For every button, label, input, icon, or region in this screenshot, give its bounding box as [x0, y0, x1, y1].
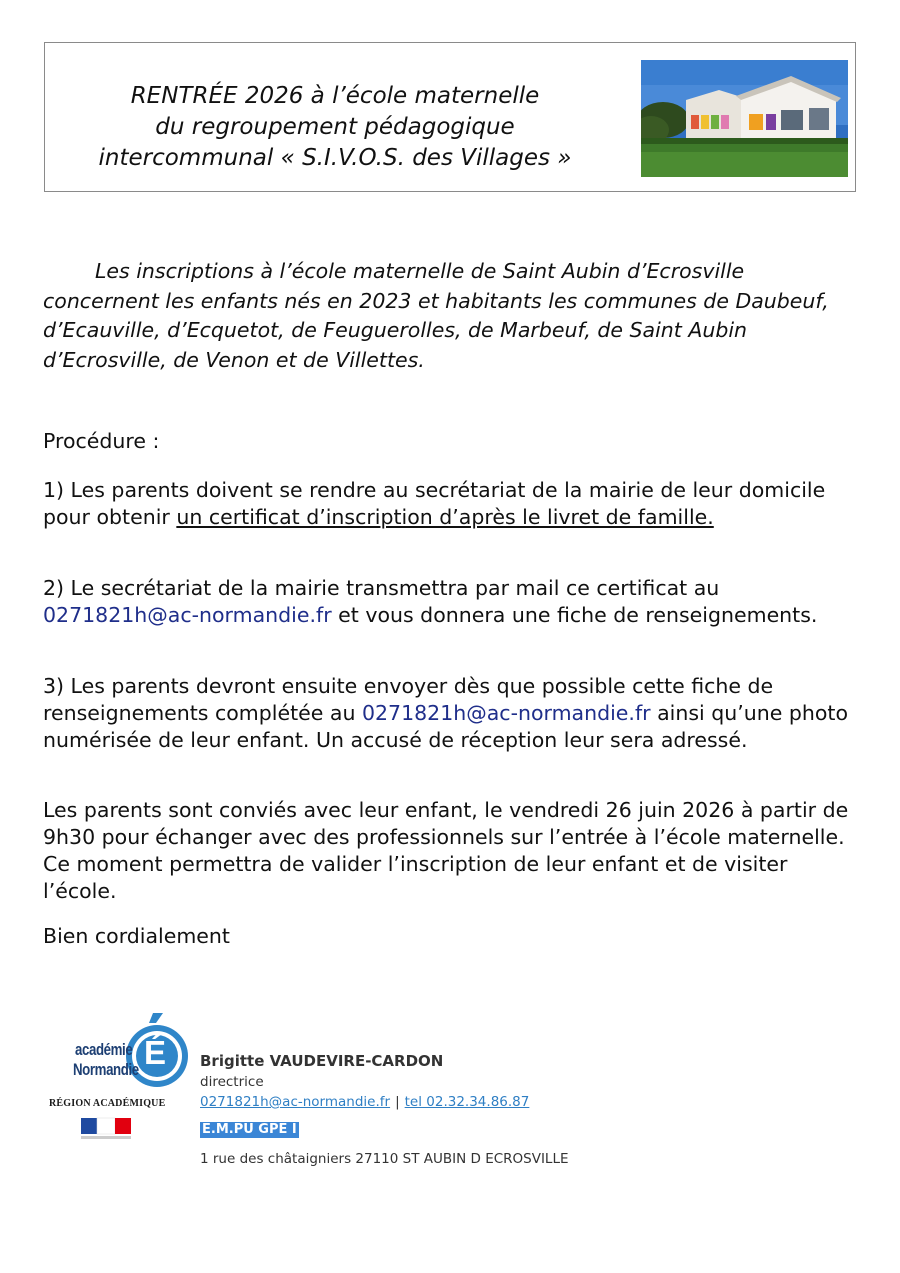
invitation-paragraph: Les parents sont conviés avec leur enfant, le vendredi 26 juin 2026 à partir de 9h30 pour échanger avec des professionnels sur l’entrée à l’école maternelle. Ce moment permettra de valider l’inscription de leur enfant et de visiter l’école.: [43, 798, 849, 903]
procedure-step-3: [43, 673, 863, 754]
signature-role: directrice: [200, 1074, 264, 1090]
academie-e-icon: [45, 1010, 193, 1150]
page-title: [75, 81, 595, 174]
academie-normandie-logo: [45, 1010, 193, 1150]
signature-badge: E.M.PU GPE I: [202, 1122, 297, 1137]
logo-letter: É: [144, 1034, 167, 1071]
signature-contacts: [200, 1094, 529, 1110]
signature-name: Brigitte VAUDEVIRE-CARDON: [200, 1052, 444, 1070]
step-1-underlined: un certificat d’inscription d’après le livret de famille.: [176, 505, 714, 529]
title-line-2: du regroupement pédagogique: [155, 114, 515, 140]
signature-phone-link[interactable]: tel 02.32.34.86.87: [404, 1094, 530, 1110]
step-2-text-b: et vous donnera une fiche de renseignements.: [331, 603, 818, 627]
procedure-step-1: [43, 477, 863, 531]
step-3-text-b: ainsi qu’une photo numérisée de leur enfant. Un accusé de réception leur sera adressé.: [43, 701, 849, 752]
step-1-text: 1) Les parents doivent se rendre au secrétariat de la mairie de leur domicile pour obtenir: [43, 478, 826, 529]
logo-text-academie: académie: [75, 1040, 133, 1059]
procedure-heading: Procédure :: [43, 429, 160, 453]
header-box: [44, 42, 856, 192]
region-academique-label: RÉGION ACADÉMIQUE: [49, 1098, 166, 1109]
signature-address: 1 rue des châtaigniers 27110 ST AUBIN D ECROSVILLE: [200, 1151, 569, 1167]
title-line-1: RENTRÉE 2026 à l’école maternelle: [130, 83, 540, 109]
intro-paragraph: Les inscriptions à l’école maternelle de Saint Aubin d’Ecrosville concernent les enfants nés en 2023 et habitants les communes de Daubeuf, d’Ecauville, d’Ecquetot, de Feuguerolles, de Marbeuf, de Saint Aubin d’Ecrosville, de Venon et de Villettes.: [43, 259, 829, 372]
title-line-3: intercommunal « S.I.V.O.S. des Villages »: [98, 145, 572, 171]
step-3-email-link[interactable]: 0271821h@ac-normandie.fr: [361, 701, 651, 725]
closing-text: Bien cordialement: [43, 924, 230, 948]
signature-separator: |: [395, 1094, 400, 1110]
signature-email-link[interactable]: 0271821h@ac-normandie.fr: [200, 1094, 391, 1110]
logo-text-normandie: Normandie: [73, 1060, 139, 1079]
step-2-text-a: 2) Le secrétariat de la mairie transmettra par mail ce certificat au: [43, 576, 720, 600]
procedure-step-2: [43, 575, 863, 629]
step-2-email-link[interactable]: 0271821h@ac-normandie.fr: [43, 603, 332, 627]
step-3-text-a: 3) Les parents devront ensuite envoyer dès que possible cette fiche de renseignements complétée au: [43, 674, 774, 725]
school-photo: [641, 60, 848, 177]
